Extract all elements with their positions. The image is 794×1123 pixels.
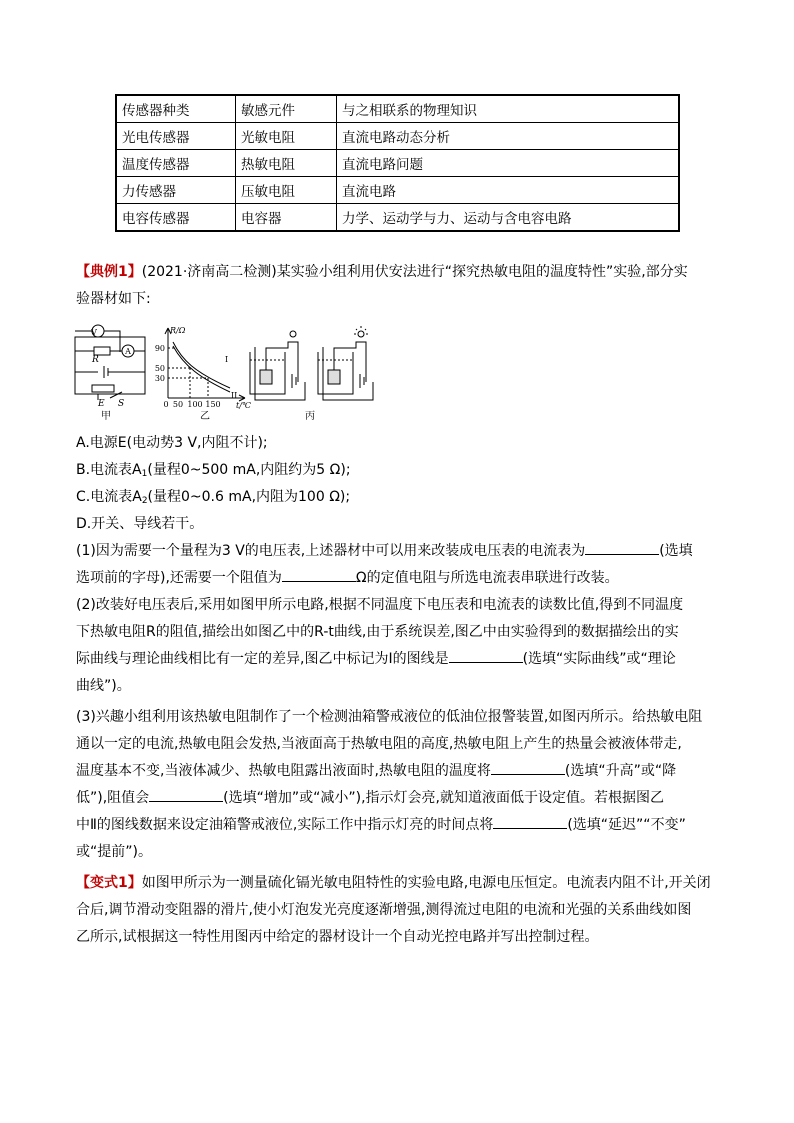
table-cell: 光敏电阻 [236,123,337,150]
curve-II [173,346,230,392]
answer-blank[interactable] [282,567,356,582]
question-3-line: 中Ⅱ的图线数据来设定油箱警戒液位,实际工作中指示灯亮的时间点将 (选填“延迟”“不变” [76,812,726,839]
x-tick-label: 150 [205,400,221,409]
answer-blank[interactable] [491,760,565,775]
answer-blank[interactable] [449,648,523,663]
ammeter-label: A [125,347,131,356]
table-row [116,177,679,204]
table-cell: 压敏电阻 [236,177,337,204]
sensor-table [115,94,680,232]
switch-label: S [118,399,125,409]
table-cell: 力学、运动学与力、运动与含电容电路 [337,204,680,232]
table-row [116,204,679,232]
figure-jia-label: 甲 [101,411,111,422]
table-header-cell: 与之相联系的物理知识 [337,95,680,123]
answer-blank[interactable] [585,540,659,555]
lamp-icon [290,331,296,337]
question-1-line: (1)因为需要一个量程为3 V的电压表,上述器材中可以用来改装成电压表的电流表为 (选填 [76,538,726,565]
table-header-row [116,95,679,123]
table-cell: 温度传感器 [116,150,236,177]
variant-line: 乙所示,试根据这一特性用图丙中给定的器材设计一个自动光控电路并写出控制过程。 [76,929,599,945]
table-cell: 电容器 [236,204,337,232]
source-label: E [98,399,105,409]
variant-line: 【变式1】如图甲所示为一测量硫化镉光敏电阻特性的实验电路,电源电压恒定。电流表内阻不计,开关闭 [76,875,711,891]
resistor-label: R [92,355,99,365]
y-axis-label: R/Ω [170,326,186,335]
circuit-diagram-jia [75,325,145,400]
x-tick-label: 0 [163,400,169,409]
option-a: A.电源E(电动势3 V,内阻不计); [76,435,268,451]
curve-I [173,342,230,388]
table-cell: 电容传感器 [116,204,236,232]
figure-yi-label: 乙 [200,411,210,422]
x-axis-label: t/℃ [236,401,251,410]
alarm-device-bing [250,326,373,400]
option-d: D.开关、导线若干。 [76,516,204,532]
question-2-line: 际曲线与理论曲线相比有一定的差异,图乙中标记为Ⅰ的图线是 (选填“实际曲线”或“理论 [76,646,726,673]
question-3-line: 温度基本不变,当液体减少、热敏电阻露出液面时,热敏电阻的温度将 (选填“升高”或“降 [76,758,726,785]
lamp-lit-icon [358,331,364,337]
table-cell: 直流电路动态分析 [337,123,680,150]
table-header-cell: 敏感元件 [236,95,337,123]
voltmeter-label: V [91,328,97,337]
x-tick-label: 50 [172,400,184,409]
table-cell: 光电传感器 [116,123,236,150]
example-intro-line: 验器材如下: [76,291,151,307]
table-header-cell: 传感器种类 [116,95,236,123]
curve-II-label: II [231,391,238,400]
resistor-icon [94,347,110,355]
answer-blank[interactable] [149,787,223,802]
table-cell: 力传感器 [116,177,236,204]
rheostat-icon [92,385,114,392]
question-2-line: 下热敏电阻R的阻值,描绘出如图乙中的R-t曲线,由于系统误差,图乙中由实验得到的数据描绘出的实 [76,624,679,640]
question-1-line: 选项前的字母),还需要一个阻值为 Ω的定值电阻与所选电流表串联进行改装。 [76,565,726,592]
figure-bing-label: 丙 [305,411,315,422]
experiment-figure [70,322,390,422]
question-2-line: (2)改装好电压表后,采用如图甲所示电路,根据不同温度下电压表和电流表的读数比值,得到不同温度 [76,597,684,613]
y-tick-label: 50 [154,364,165,373]
table-cell: 直流电路 [337,177,680,204]
curve-I-label: I [225,355,229,364]
question-3-line: 或“提前”)。 [76,844,152,860]
x-tick-label: 100 [187,400,203,409]
example-intro-line: 【典例1】(2021·济南高二检测)某实验小组利用伏安法进行“探究热敏电阻的温度特性”实验,部分实 [76,264,688,280]
question-3-line: 低”),阻值会 (选填“增加”或“减小”),指示灯会亮,就知道液面低于设定值。若根据图乙 [76,785,726,812]
variant-tag: 【变式1】 [76,875,142,891]
table-cell: 热敏电阻 [236,150,337,177]
answer-blank[interactable] [493,814,567,829]
question-2-line: 曲线”)。 [76,678,131,694]
example-tag: 【典例1】 [76,264,142,280]
table-row [116,150,679,177]
question-3-line: (3)兴趣小组利用该热敏电阻制作了一个检测油箱警戒液位的低油位报警装置,如图丙所示。给热敏电阻 [76,709,703,725]
table-row [116,123,679,150]
y-tick-label: 30 [154,374,165,383]
question-3-line: 通以一定的电流,热敏电阻会发热,当液面高于热敏电阻的高度,热敏电阻上产生的热量会被液体带走, [76,736,682,752]
table-cell: 直流电路问题 [337,150,680,177]
option-c: C.电流表$A_2$(量程0~0.6 mA,内阻为100 Ω); [76,489,351,506]
option-b: B.电流表$A_1$(量程0~500 mA,内阻约为5 Ω); [76,462,351,479]
variant-line: 合后,调节滑动变阻器的滑片,使小灯泡发光亮度逐渐增强,测得流过电阻的电流和光强的关系曲线如图 [76,902,692,918]
y-tick-label: 90 [154,344,165,353]
